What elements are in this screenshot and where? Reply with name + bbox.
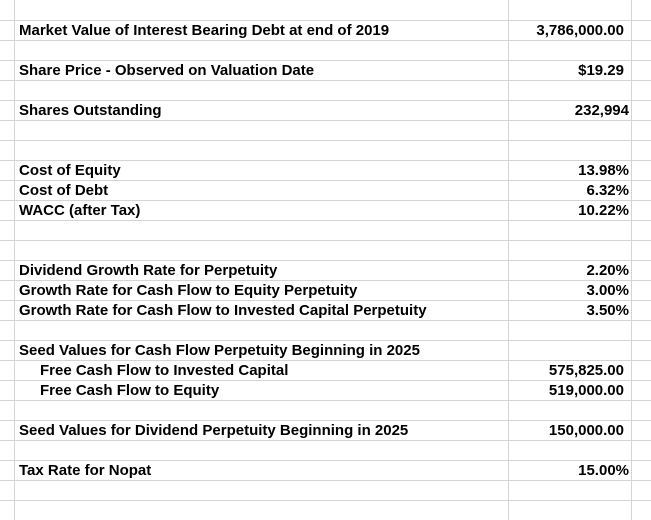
- label-shares-outstanding[interactable]: Shares Outstanding: [19, 102, 162, 119]
- value-shares-outstanding[interactable]: 232,994: [574, 102, 629, 119]
- label-fcff-growth[interactable]: Growth Rate for Cash Flow to Invested Capital Perpetuity: [19, 302, 427, 319]
- gridline: [0, 240, 651, 241]
- label-dividend-growth[interactable]: Dividend Growth Rate for Perpetuity: [19, 262, 278, 279]
- gridline: [631, 0, 632, 520]
- value-wacc[interactable]: 10.22%: [578, 202, 629, 219]
- label-cost-of-equity[interactable]: Cost of Equity: [19, 162, 121, 179]
- value-fcff-seed[interactable]: 575,825.00: [548, 362, 624, 379]
- value-dividend-growth[interactable]: 2.20%: [586, 262, 629, 279]
- value-debt-market-value[interactable]: 3,786,000.00: [536, 22, 624, 39]
- label-fcfe-growth[interactable]: Growth Rate for Cash Flow to Equity Perpetuity: [19, 282, 358, 299]
- gridline: [508, 0, 509, 520]
- label-share-price[interactable]: Share Price - Observed on Valuation Date: [19, 62, 315, 79]
- value-tax-rate[interactable]: 15.00%: [578, 462, 629, 479]
- value-cost-of-equity[interactable]: 13.98%: [578, 162, 629, 179]
- value-fcff-growth[interactable]: 3.50%: [586, 302, 629, 319]
- label-fcff-seed[interactable]: Free Cash Flow to Invested Capital: [40, 362, 289, 379]
- label-cost-of-debt[interactable]: Cost of Debt: [19, 182, 109, 199]
- gridline: [14, 0, 15, 520]
- label-wacc[interactable]: WACC (after Tax): [19, 202, 141, 219]
- value-fcfe-growth[interactable]: 3.00%: [586, 282, 629, 299]
- value-cost-of-debt[interactable]: 6.32%: [586, 182, 629, 199]
- label-fcfe-seed[interactable]: Free Cash Flow to Equity: [40, 382, 220, 399]
- value-share-price[interactable]: $19.29: [578, 62, 624, 79]
- label-seed-cash-flow[interactable]: Seed Values for Cash Flow Perpetuity Beginning in 2025: [19, 342, 420, 359]
- label-tax-rate[interactable]: Tax Rate for Nopat: [19, 462, 152, 479]
- gridline: [0, 140, 651, 141]
- value-seed-dividend[interactable]: 150,000.00: [548, 422, 624, 439]
- label-debt-market-value[interactable]: Market Value of Interest Bearing Debt at end of 2019: [19, 22, 390, 39]
- label-seed-dividend[interactable]: Seed Values for Dividend Perpetuity Beginning in 2025: [19, 422, 409, 439]
- value-fcfe-seed[interactable]: 519,000.00: [548, 382, 624, 399]
- gridline: [0, 500, 651, 501]
